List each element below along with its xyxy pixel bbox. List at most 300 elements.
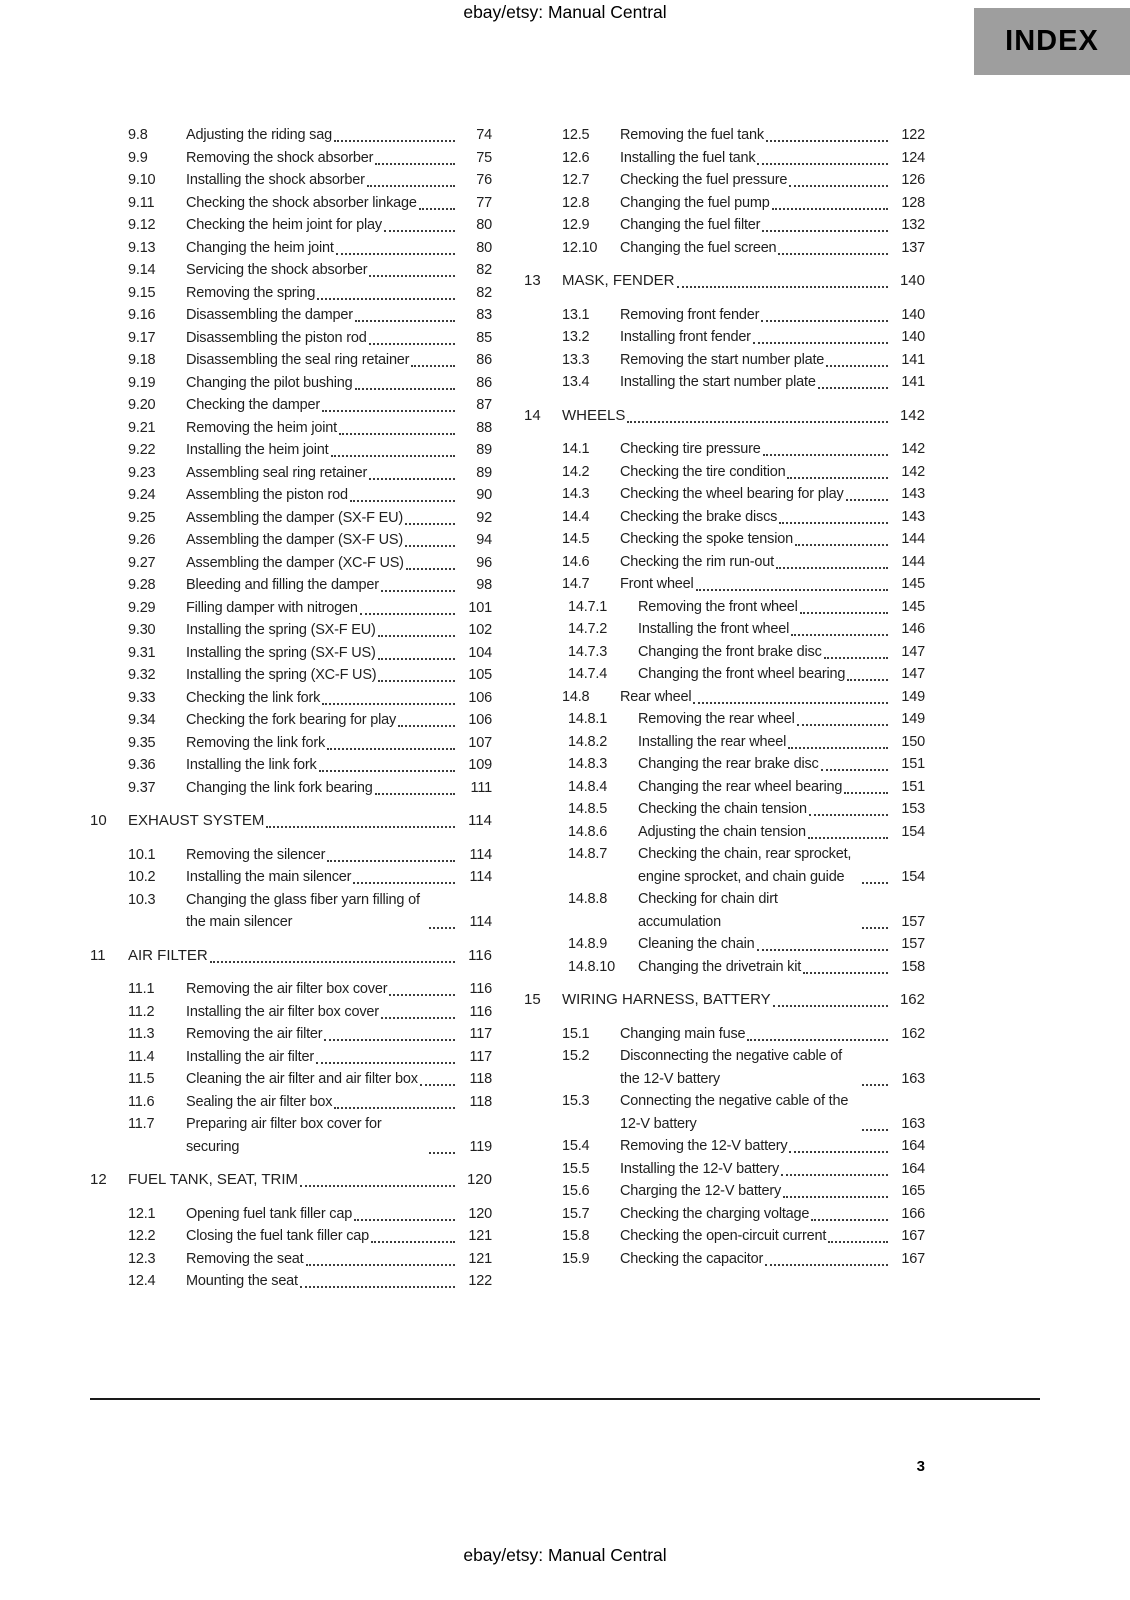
toc-entry-number: 11.4 (128, 1048, 155, 1065)
toc-entry-page: 89 (476, 442, 492, 458)
toc-entry-title: Sealing the air filter box (186, 1093, 333, 1110)
toc-entry-section (90, 237, 492, 260)
toc-entry-chapter (90, 1169, 492, 1192)
toc-entry-title: Checking the fork bearing for play (186, 712, 397, 728)
toc-entry-number: 13.3 (562, 351, 590, 368)
toc-entry-subsection (524, 753, 925, 776)
toc-entry-number: 9.29 (128, 599, 156, 616)
toc-entry-title: Changing the glass fiber yarn filling of the main silencer (186, 891, 420, 930)
toc-entry-subsection (524, 933, 925, 956)
toc-entry-page: 143 (901, 508, 925, 525)
toc-entry-title: Filling damper with nitrogen (186, 599, 358, 616)
toc-leader-dots (862, 927, 888, 929)
toc-entry-section (524, 483, 925, 506)
toc-entry-page: 116 (469, 981, 492, 997)
toc-entry-title: Front wheel (620, 576, 694, 592)
toc-entry-title: Installing the spring (SX-F US) (186, 644, 376, 661)
toc-entry-number: 12.5 (562, 127, 590, 143)
toc-leader-dots (420, 1084, 455, 1086)
toc-leader-dots (389, 994, 455, 996)
toc-entry-title: Cleaning the chain (638, 936, 755, 952)
toc-entry-page: 145 (901, 598, 925, 615)
toc-entry-section (524, 147, 925, 170)
toc-entry-number: 15 (524, 991, 541, 1008)
toc-entry-title: WIRING HARNESS, BATTERY (562, 991, 771, 1008)
toc-leader-dots (795, 544, 888, 546)
toc-entry-title: Assembling the piston rod (186, 487, 348, 503)
toc-leader-dots (627, 421, 888, 423)
toc-leader-dots (369, 478, 455, 480)
toc-entry-page: 154 (901, 823, 925, 840)
toc-entry-page: 154 (901, 868, 925, 885)
toc-entry-page: 86 (476, 352, 492, 368)
toc-entry-number: 11.2 (128, 1003, 155, 1020)
toc-entry-title: Installing the spring (XC-F US) (186, 667, 377, 683)
toc-entry-page: 98 (476, 577, 492, 593)
toc-leader-dots (808, 837, 888, 839)
toc-entry-number: 9.16 (128, 307, 156, 323)
toc-entry-page: 164 (901, 1138, 925, 1154)
toc-entry-number: 15.6 (562, 1183, 590, 1199)
footer-title: ebay/etsy: Manual Central (463, 1545, 667, 1565)
toc-entry-title: Checking the heim joint for play (186, 217, 382, 233)
toc-leader-dots (378, 658, 455, 660)
toc-entry-subsection (524, 888, 925, 933)
toc-leader-dots (405, 523, 455, 525)
toc-entry-title: Installing the main silencer (186, 869, 352, 885)
toc-leader-dots (322, 703, 455, 705)
toc-leader-dots (800, 612, 888, 614)
toc-leader-dots (322, 410, 455, 412)
toc-entry-number: 14.8 (562, 688, 590, 705)
toc-entry-title: Removing the air filter box cover (186, 981, 388, 997)
toc-entry-page: 124 (901, 149, 925, 166)
toc-column-right (524, 124, 925, 1293)
toc-entry-page: 120 (466, 1171, 492, 1188)
toc-entry-page: 106 (468, 689, 492, 706)
toc-entry-number: 13 (524, 272, 541, 289)
toc-entry-section (90, 462, 492, 485)
toc-entry-title: Checking the damper (186, 397, 321, 413)
toc-entry-title: Installing the rear wheel (638, 733, 787, 750)
toc-entry-section (90, 1225, 492, 1248)
toc-leader-dots (324, 1039, 455, 1041)
toc-entry-number: 12.10 (562, 239, 598, 256)
toc-leader-dots (429, 1152, 455, 1154)
toc-entry-page: 117 (469, 1026, 492, 1042)
toc-entry-title: Changing the front wheel bearing (638, 666, 846, 682)
toc-entry-section (524, 124, 925, 147)
toc-leader-dots (300, 1185, 455, 1187)
toc-entry-title: Checking the spoke tension (620, 531, 793, 547)
toc-entry-page: 114 (468, 812, 492, 829)
toc-entry-section (524, 1135, 925, 1158)
toc-leader-dots (355, 388, 455, 390)
toc-entry-title: Checking the open-circuit current (620, 1228, 827, 1244)
toc-entry-section (90, 282, 492, 305)
toc-entry-page: 117 (469, 1048, 492, 1065)
toc-entry-page: 140 (901, 329, 925, 345)
toc-entry-page: 121 (468, 1228, 492, 1244)
toc-leader-dots (371, 1241, 455, 1243)
toc-leader-dots (378, 680, 455, 682)
page-number: 3 (916, 1458, 925, 1475)
toc-entry-number: 15.5 (562, 1160, 590, 1177)
toc-entry-number: 14.8.8 (568, 891, 608, 907)
toc-leader-dots (381, 1017, 455, 1019)
toc-entry-page: 142 (899, 406, 925, 424)
toc-entry-section (524, 686, 925, 709)
toc-entry-section (90, 889, 492, 934)
toc-leader-dots (319, 770, 455, 772)
toc-leader-dots (317, 298, 455, 300)
toc-entry-number: 10 (90, 812, 107, 829)
toc-leader-dots (336, 253, 455, 255)
toc-entry-number: 12.6 (562, 149, 590, 166)
toc-leader-dots (266, 826, 455, 828)
toc-entry-title: Removing the seat (186, 1250, 304, 1267)
toc-entry-number: 12.4 (128, 1273, 156, 1289)
toc-entry-title: Changing the fuel screen (620, 239, 777, 256)
toc-entry-page: 141 (901, 374, 925, 390)
toc-entry-number: 14.6 (562, 553, 590, 570)
toc-entry-section (90, 372, 492, 395)
toc-entry-page: 144 (901, 553, 925, 570)
toc-entry-number: 14.8.10 (568, 958, 615, 975)
toc-entry-section (90, 1001, 492, 1024)
toc-leader-dots (763, 454, 888, 456)
toc-entry-title: EXHAUST SYSTEM (128, 812, 265, 829)
toc-entry-number: 12.2 (128, 1228, 156, 1244)
toc-entry-section (90, 507, 492, 530)
toc-entry-title: Installing the link fork (186, 757, 317, 773)
toc-entry-number: 14.8.5 (568, 801, 608, 817)
toc-entry-title: Cleaning the air filter and air filter box (186, 1071, 418, 1087)
toc-leader-dots (828, 1241, 888, 1243)
toc-entry-subsection (524, 843, 925, 888)
toc-entry-title: Adjusting the riding sag (186, 127, 332, 143)
toc-leader-dots (809, 814, 888, 816)
toc-entry-number: 9.20 (128, 397, 156, 413)
toc-entry-title: Removing the start number plate (620, 351, 825, 368)
toc-entry-page: 77 (476, 194, 492, 211)
toc-entry-page: 116 (468, 946, 492, 964)
toc-entry-number: 9.23 (128, 464, 156, 481)
toc-leader-dots (360, 613, 455, 615)
toc-leader-dots (419, 208, 455, 210)
toc-columns (90, 124, 925, 1293)
toc-entry-title: Assembling seal ring retainer (186, 464, 368, 481)
toc-entry-title: Closing the fuel tank filler cap (186, 1228, 370, 1244)
toc-entry-page: 96 (476, 554, 492, 571)
toc-entry-number: 9.33 (128, 689, 156, 706)
toc-leader-dots (398, 725, 455, 727)
toc-entry-section (524, 528, 925, 551)
toc-entry-page: 83 (476, 307, 492, 323)
toc-entry-number: 9.22 (128, 442, 156, 458)
toc-leader-dots (761, 320, 888, 322)
toc-entry-page: 111 (470, 779, 492, 796)
toc-entry-title: Checking the chain, rear sprocket, engine sprocket, and chain guide (638, 846, 852, 885)
toc-entry-section (90, 1046, 492, 1069)
toc-entry-section (524, 1090, 925, 1135)
toc-entry-page: 144 (901, 531, 925, 547)
toc-entry-section (90, 529, 492, 552)
toc-leader-dots (405, 545, 455, 547)
toc-entry-title: Installing the front wheel (638, 621, 790, 637)
toc-leader-dots (765, 1264, 888, 1266)
toc-entry-section (524, 1023, 925, 1046)
toc-entry-subsection (524, 618, 925, 641)
toc-leader-dots (378, 635, 455, 637)
toc-entry-title: AIR FILTER (128, 946, 208, 964)
toc-leader-dots (210, 961, 455, 963)
toc-entry-page: 137 (901, 239, 925, 256)
toc-entry-page: 149 (901, 711, 925, 727)
toc-entry-chapter (524, 270, 925, 293)
toc-entry-chapter (524, 405, 925, 428)
toc-entry-page: 157 (901, 936, 925, 952)
toc-leader-dots (821, 769, 888, 771)
toc-entry-title: Charging the 12-V battery (620, 1183, 782, 1199)
toc-entry-section (90, 349, 492, 372)
toc-entry-number: 9.27 (128, 554, 156, 571)
toc-entry-page: 116 (469, 1003, 492, 1020)
toc-entry-title: Connecting the negative cable of the 12-V battery (620, 1093, 849, 1132)
toc-entry-section (90, 687, 492, 710)
toc-leader-dots (355, 320, 455, 322)
toc-entry-number: 14.8.9 (568, 936, 608, 952)
toc-entry-number: 9.24 (128, 487, 156, 503)
toc-entry-page: 102 (468, 622, 492, 638)
toc-leader-dots (789, 185, 888, 187)
toc-entry-page: 118 (469, 1071, 492, 1087)
toc-entry-number: 14.7 (562, 576, 590, 592)
toc-entry-page: 150 (901, 733, 925, 750)
toc-column-left (90, 124, 492, 1293)
toc-entry-title: Installing the shock absorber (186, 172, 365, 188)
toc-entry-page: 114 (469, 914, 492, 930)
toc-entry-section (90, 147, 492, 170)
toc-entry-section (524, 1045, 925, 1090)
toc-leader-dots (773, 1005, 888, 1007)
toc-entry-page: 104 (468, 644, 492, 661)
toc-entry-number: 12.3 (128, 1250, 156, 1267)
toc-entry-title: Removing front fender (620, 306, 760, 323)
toc-entry-page: 158 (901, 958, 925, 975)
toc-entry-subsection (524, 731, 925, 754)
toc-entry-number: 11 (90, 946, 106, 964)
toc-leader-dots (334, 1107, 455, 1109)
toc-entry-number: 9.14 (128, 262, 156, 278)
toc-leader-dots (826, 365, 888, 367)
footer-divider (90, 1398, 1040, 1400)
toc-leader-dots (818, 387, 888, 389)
toc-leader-dots (334, 140, 455, 142)
toc-entry-section (90, 1091, 492, 1114)
toc-entry-page: 162 (901, 1025, 925, 1042)
toc-entry-section (90, 484, 492, 507)
toc-entry-section (524, 371, 925, 394)
toc-entry-number: 10.2 (128, 869, 156, 885)
toc-entry-number: 10.1 (128, 846, 156, 863)
toc-entry-page: 106 (468, 712, 492, 728)
toc-entry-number: 15.1 (562, 1025, 590, 1042)
toc-entry-number: 11.3 (128, 1026, 155, 1042)
toc-entry-number: 14.4 (562, 508, 590, 525)
toc-leader-dots (757, 949, 888, 951)
toc-entry-section (90, 664, 492, 687)
toc-entry-section (524, 349, 925, 372)
toc-entry-section (524, 1248, 925, 1271)
toc-leader-dots (803, 972, 888, 974)
toc-entry-number: 9.31 (128, 644, 156, 661)
toc-entry-number: 14.5 (562, 531, 590, 547)
toc-entry-title: Bleeding and filling the damper (186, 577, 379, 593)
toc-entry-section (90, 192, 492, 215)
toc-entry-chapter (524, 989, 925, 1012)
toc-entry-page: 142 (901, 463, 925, 480)
toc-entry-title: Changing the fuel pump (620, 194, 770, 211)
toc-entry-subsection (524, 821, 925, 844)
toc-leader-dots (778, 253, 888, 255)
toc-entry-number: 12 (90, 1171, 107, 1188)
toc-entry-title: WHEELS (562, 406, 626, 424)
toc-entry-page: 88 (476, 419, 492, 436)
toc-entry-title: Checking the tire condition (620, 463, 786, 480)
toc-entry-title: Changing the front brake disc (638, 643, 822, 660)
toc-leader-dots (781, 1174, 888, 1176)
toc-entry-page: 92 (476, 509, 492, 526)
toc-entry-number: 9.15 (128, 284, 156, 301)
toc-entry-title: Changing the link fork bearing (186, 779, 373, 796)
toc-entry-page: 114 (469, 846, 492, 863)
toc-entry-number: 15.9 (562, 1250, 590, 1267)
toc-entry-title: Installing the heim joint (186, 442, 329, 458)
toc-entry-section (90, 978, 492, 1001)
toc-entry-number: 9.13 (128, 239, 156, 256)
toc-entry-section (524, 1225, 925, 1248)
toc-entry-title: Installing the 12-V battery (620, 1160, 780, 1177)
toc-leader-dots (847, 679, 888, 681)
toc-entry-section (90, 619, 492, 642)
toc-entry-section (90, 259, 492, 282)
toc-entry-number: 9.11 (128, 194, 155, 211)
toc-entry-number: 9.28 (128, 577, 156, 593)
page-footer (0, 1545, 1130, 1566)
toc-leader-dots (862, 1129, 888, 1131)
toc-entry-number: 9.18 (128, 352, 156, 368)
toc-entry-number: 15.2 (562, 1048, 590, 1064)
toc-entry-title: Opening fuel tank filler cap (186, 1205, 353, 1222)
toc-entry-title: Mounting the seat (186, 1273, 298, 1289)
toc-entry-page: 86 (476, 374, 492, 391)
toc-entry-page: 80 (476, 217, 492, 233)
toc-entry-title: Removing the 12-V battery (620, 1138, 788, 1154)
toc-leader-dots (762, 230, 888, 232)
toc-entry-page: 153 (901, 801, 925, 817)
toc-entry-page: 165 (901, 1183, 925, 1199)
toc-entry-page: 141 (901, 351, 925, 368)
toc-entry-page: 87 (476, 397, 492, 413)
toc-entry-title: Changing the heim joint (186, 239, 334, 256)
toc-entry-section (524, 1180, 925, 1203)
toc-entry-page: 147 (901, 643, 925, 660)
toc-entry-number: 9.9 (128, 149, 148, 166)
toc-entry-section (90, 1270, 492, 1293)
toc-entry-page: 132 (901, 217, 925, 233)
toc-leader-dots (327, 860, 455, 862)
toc-entry-number: 9.10 (128, 172, 156, 188)
toc-entry-number: 14.8.2 (568, 733, 608, 750)
toc-entry-page: 128 (901, 194, 925, 211)
toc-entry-number: 12.1 (128, 1205, 156, 1222)
toc-entry-number: 11.1 (128, 981, 155, 997)
toc-entry-page: 109 (468, 757, 492, 773)
toc-entry-page: 119 (469, 1138, 492, 1155)
toc-entry-page: 157 (901, 913, 925, 930)
toc-entry-title: Installing the fuel tank (620, 149, 756, 166)
toc-entry-section (90, 417, 492, 440)
toc-entry-title: Disassembling the seal ring retainer (186, 352, 410, 368)
toc-entry-section (524, 461, 925, 484)
toc-leader-dots (331, 455, 456, 457)
toc-leader-dots (369, 275, 455, 277)
toc-entry-number: 14.8.3 (568, 756, 608, 772)
toc-entry-number: 9.34 (128, 712, 156, 728)
toc-entry-number: 9.25 (128, 509, 156, 526)
toc-leader-dots (844, 792, 888, 794)
toc-leader-dots (367, 185, 455, 187)
toc-leader-dots (375, 163, 455, 165)
toc-leader-dots (381, 590, 455, 592)
toc-entry-number: 14.8.7 (568, 846, 608, 862)
toc-leader-dots (824, 657, 888, 659)
toc-entry-page: 82 (476, 262, 492, 278)
toc-entry-subsection (524, 708, 925, 731)
toc-leader-dots (787, 477, 888, 479)
toc-entry-page: 122 (468, 1273, 492, 1289)
toc-entry-number: 13.1 (562, 306, 590, 323)
toc-entry-title: Checking the rim run-out (620, 553, 774, 570)
toc-entry-section (90, 1023, 492, 1046)
toc-entry-page: 147 (901, 666, 925, 682)
toc-entry-page: 85 (476, 329, 492, 346)
toc-leader-dots (862, 1084, 888, 1086)
toc-entry-title: Changing the rear wheel bearing (638, 778, 843, 795)
toc-entry-title: Checking the chain tension (638, 801, 807, 817)
toc-entry-title: Changing the pilot bushing (186, 374, 353, 391)
toc-entry-page: 75 (476, 149, 492, 166)
toc-entry-title: Assembling the damper (SX-F EU) (186, 509, 404, 526)
toc-entry-title: Preparing air filter box cover for securing (186, 1116, 382, 1155)
toc-entry-subsection (524, 776, 925, 799)
toc-entry-title: Checking for chain dirt accumulation (638, 891, 778, 930)
toc-entry-page: 74 (476, 127, 492, 143)
toc-entry-page: 146 (901, 621, 925, 637)
toc-leader-dots (677, 286, 888, 288)
toc-entry-title: Changing the drivetrain kit (638, 958, 802, 975)
toc-entry-page: 118 (469, 1093, 492, 1110)
toc-entry-section (90, 574, 492, 597)
toc-leader-dots (862, 882, 888, 884)
toc-entry-title: Removing the heim joint (186, 419, 337, 436)
toc-entry-number: 9.30 (128, 622, 156, 638)
toc-entry-number: 12.7 (562, 172, 590, 188)
toc-leader-dots (791, 634, 888, 636)
toc-entry-title: Installing the air filter (186, 1048, 314, 1065)
toc-entry-page: 107 (468, 734, 492, 751)
